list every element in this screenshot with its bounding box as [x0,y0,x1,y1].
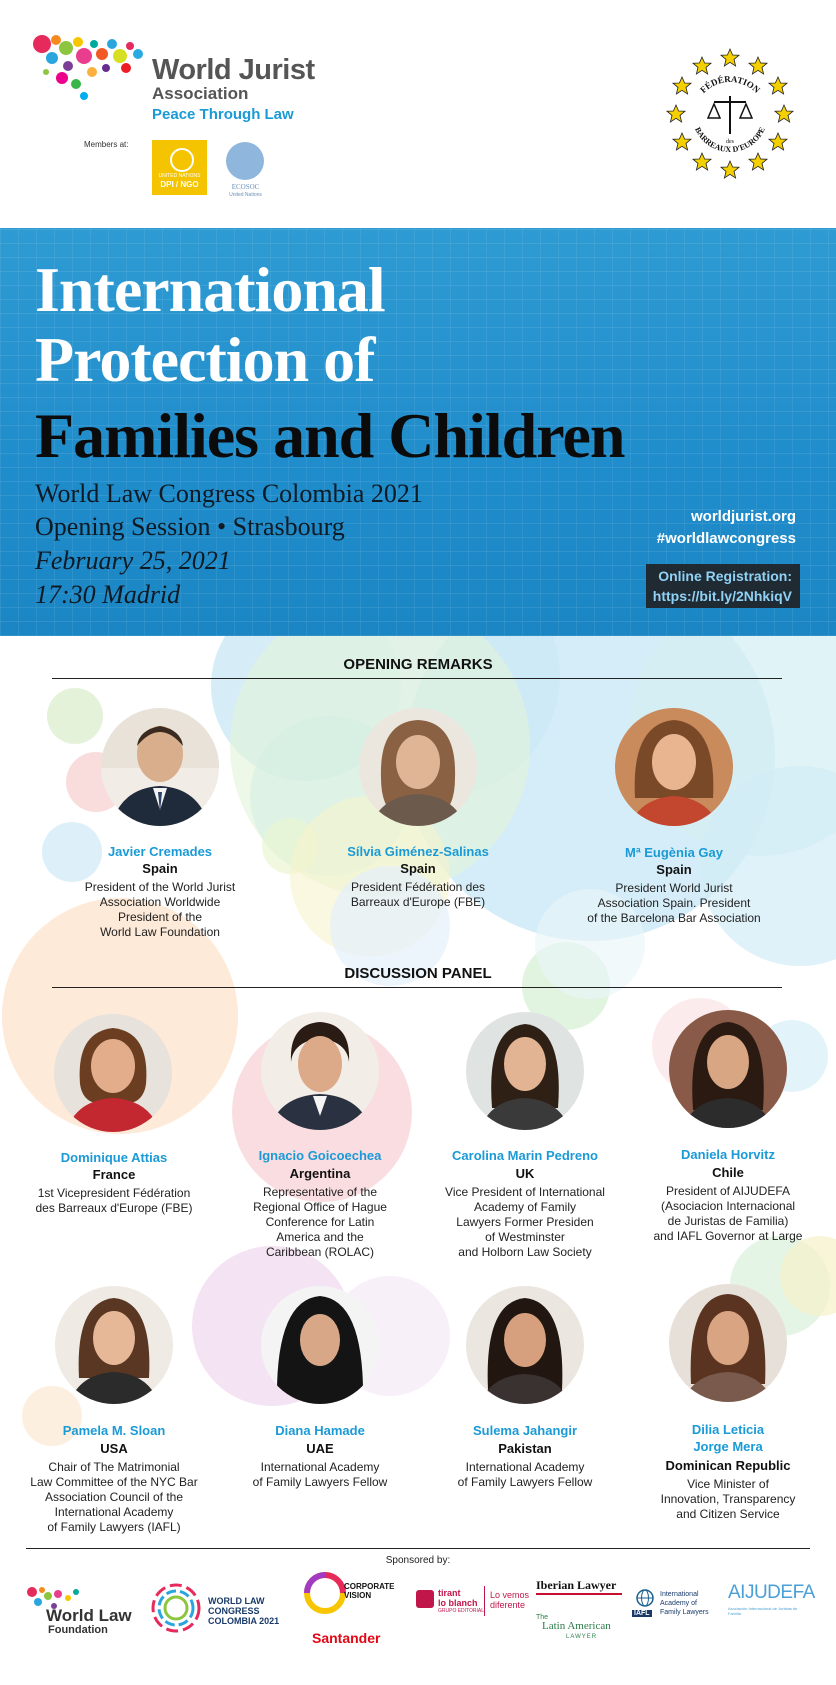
iberian-latin-american-lawyer-logos [536,1570,626,1670]
speaker-role-line: of the Barcelona Bar Association [587,911,761,925]
speaker-photo [669,1284,787,1402]
speaker-role-line: and Holborn Law Society [458,1245,592,1259]
speaker-role-line: Innovation, Transparency [660,1492,796,1506]
aijudefa-logo [728,1582,818,1632]
speaker-country: Argentina [289,1166,351,1181]
iafl-line2: Academy of [660,1600,697,1607]
wlc-line1: WORLD LAW [208,1596,265,1606]
ecosoc-label: ECOSOC [231,183,260,191]
discussion-panel-title: DISCUSSION PANEL [344,965,492,982]
speaker-photo [54,1014,172,1132]
tirant-line1: tirant [438,1588,461,1598]
tirant-slogan1: Lo vemos [490,1590,530,1600]
registration-link[interactable]: https://bit.ly/2NhkiqV [652,588,792,604]
tirant-lo-blanch-logo [416,1586,536,1636]
congress-ring-icon [150,1582,202,1634]
speaker-ignacio-goicoechea [220,1012,420,1272]
speaker-photo [669,1010,787,1128]
speaker-role-line: Law Committee of the NYC Bar [30,1475,198,1489]
speaker-role-line: Conference for Latin [265,1215,375,1229]
speaker-role-line: Chair of The Matrimonial [48,1460,180,1474]
speaker-role-line: des Barreaux d'Europe (FBE) [35,1201,193,1215]
event-date: February 25, 2021 [35,546,231,575]
speaker-country: Pakistan [498,1441,552,1456]
speaker-dilia-jorge-mera [630,1284,826,1524]
un-badge-line2: DPI / NGO [160,180,199,189]
un-emblem-icon [170,148,194,172]
speaker-role-line: (Asociacion Internacional [660,1199,796,1213]
tirant-line2: lo blanch [438,1598,478,1608]
world-law-foundation-logo [26,1586,136,1646]
santander-logo: Santander [312,1630,381,1646]
session-location: Opening Session • Strasbourg [35,512,345,541]
un-dpi-ngo-badge [152,140,207,195]
svg-text:FÉDÉRATION [698,74,762,95]
speaker-photo [261,1012,379,1130]
speaker-name-second-line: Jorge Mera [693,1439,763,1454]
speaker-photo [615,708,733,826]
fbe-text-mid: des [726,139,734,145]
fbe-text-top: FÉDÉRATION [697,73,762,95]
iafl-line3: Family Lawyers [660,1609,709,1616]
website-link[interactable]: worldjurist.org [691,508,796,525]
org-name: World Jurist [152,54,315,86]
cv-line1: CORPORATE [344,1582,395,1591]
speaker-pamela-sloan [14,1286,214,1534]
corporate-vision-icon [304,1572,346,1614]
speaker-role-line: of Family Lawyers Fellow [252,1475,388,1489]
event-time: 17:30 Madrid [35,580,181,609]
speaker-role-line: de Juristas de Familia) [667,1214,789,1228]
speaker-country: Spain [656,862,692,877]
speaker-name: Ignacio Goicoechea [258,1148,382,1163]
speaker-silvia-gimenez-salinas [298,708,538,908]
aijudefa-sub: Asociación Internacional de Juristas de Familia [728,1606,798,1616]
speaker-name: Carolina Marin Pedreno [452,1148,598,1163]
iafl-badge: IAFL [634,1610,650,1617]
speaker-diana-hamade [220,1286,420,1489]
wlc-line3: COLOMBIA 2021 [208,1616,280,1626]
speaker-country: Spain [142,861,178,876]
speaker-country: France [92,1167,136,1182]
speaker-country: USA [100,1441,128,1456]
latam-line3: LAWYER [566,1634,598,1640]
event-name: World Law Congress Colombia 2021 [35,479,423,508]
members-label: Members at: [84,140,129,149]
wlf-line1: World Law [46,1606,132,1625]
un-badge-line1: UNITED NATIONS [158,173,201,179]
speaker-role-line: Barreaux d'Europe (FBE) [350,895,486,909]
footer-divider [26,1548,810,1549]
hashtag: #worldlawcongress [656,530,796,547]
speaker-carolina-marin-pedreno [420,1012,630,1272]
tirant-line3: GRUPO EDITORIAL [438,1608,485,1614]
speaker-country: UAE [306,1441,334,1456]
globe-icon [634,1588,656,1608]
speaker-name: Diana Hamade [275,1423,365,1438]
latam-line1: The [536,1614,549,1621]
speaker-name: Dilia Leticia [691,1422,765,1437]
speaker-photo [261,1286,379,1404]
speaker-maria-eugenia-gay [554,708,794,923]
speaker-role-line: Representative of the [262,1185,378,1199]
speaker-country: Chile [712,1165,744,1180]
speaker-role-line: of Family Lawyers Fellow [457,1475,593,1489]
speaker-role-line: Association Spain. President [597,896,751,910]
speaker-role-line: International Academy [465,1460,585,1474]
speaker-name: Pamela M. Sloan [62,1423,166,1438]
speaker-role-line: International Academy [54,1505,174,1519]
speaker-role-line: President of the World Jurist [84,880,236,894]
speaker-role-line: 1st Vicepresident Fédération [37,1186,191,1200]
latam-line2: Latin American [542,1620,611,1632]
cv-line2: VISION [344,1591,372,1600]
speaker-role-line: Academy of Family [473,1200,577,1214]
speaker-photo [55,1286,173,1404]
speaker-daniela-horvitz [630,1010,826,1250]
speaker-role-line: Lawyers Former Presiden [456,1215,594,1229]
speaker-role-line: Association Council of the [44,1490,184,1504]
speaker-photo [466,1286,584,1404]
speaker-role-line: Regional Office of Hague [253,1200,387,1214]
fbe-stars-logo [664,48,796,180]
speaker-role-line: President World Jurist [615,881,733,895]
speaker-role-line: and Citizen Service [676,1507,780,1521]
section-divider [52,678,782,679]
speaker-role-line: of Family Lawyers (IAFL) [47,1520,181,1534]
registration-label: Online Registration: [658,568,792,584]
ecosoc-sub: United Nations [229,192,262,198]
org-name-second-line: Association [152,84,249,103]
tirant-slogan2: diferente [490,1600,526,1610]
aijudefa-name: AIJUDEFA [728,1582,815,1603]
iberian-lawyer-logo: Iberian Lawyer [536,1578,617,1592]
wlf-line2: Foundation [48,1624,108,1636]
header [0,0,836,228]
speaker-role-line: President of AIJUDEFA [665,1184,791,1198]
opening-remarks-title: OPENING REMARKS [343,656,493,673]
speakers-section [0,636,836,1685]
speaker-photo [359,708,477,826]
title-line2: Protection of [35,324,375,395]
speaker-role-line: Vice President of International [445,1185,605,1199]
speaker-name: Daniela Horvitz [681,1147,775,1162]
speaker-name: Javier Cremades [107,844,213,859]
ecosoc-badge [218,140,273,200]
speaker-name: Dominique Attias [60,1150,168,1165]
iberian-underline [536,1593,622,1595]
speaker-country: UK [515,1166,535,1181]
speaker-role-line: Caribbean (ROLAC) [265,1245,375,1259]
sponsors-footer [0,1548,836,1685]
title-line1: International [35,254,385,325]
sponsored-label: Sponsored by: [385,1555,451,1566]
speaker-dominique-attias [14,1014,214,1214]
speaker-sulema-jahangir [420,1286,630,1489]
speaker-role-line: Vice Minister of [687,1477,769,1491]
speaker-role-line: and IAFL Governor at Large [653,1229,803,1243]
iafl-line1: International [660,1591,699,1598]
title-line3: Families and Children [35,400,625,471]
world-law-congress-logo [150,1582,290,1642]
world-map-dots-logo [32,34,162,104]
speaker-javier-cremades [40,708,280,938]
speaker-role-line: Association Worldwide [99,895,221,909]
speaker-name: Mª Eugènia Gay [624,845,723,860]
speaker-role-line: of Westminster [485,1230,565,1244]
speaker-role-line: America and the [276,1230,364,1244]
registration-box[interactable] [646,564,800,608]
tirant-icon [416,1590,434,1608]
title-banner [0,228,836,636]
fbe-text-bottom: BARREAUX D'EUROPE [693,125,767,155]
un-emblem-icon [226,142,264,180]
speaker-role-line: President of the [117,910,203,924]
speaker-role-line: International Academy [260,1460,380,1474]
speaker-country: Spain [400,861,436,876]
speaker-country: Dominican Republic [665,1458,791,1473]
speaker-role-line: President Fédération des [350,880,486,894]
iafl-logo [632,1588,722,1628]
speaker-photo [101,708,219,826]
org-tagline: Peace Through Law [152,106,294,123]
speaker-name: Sílvia Giménez-Salinas [347,844,489,859]
speaker-photo [466,1012,584,1130]
section-divider [52,987,782,988]
speaker-name: Sulema Jahangir [472,1423,578,1438]
speaker-role-line: World Law Foundation [100,925,220,939]
tirant-divider [484,1586,485,1616]
corporate-vision-santander-logos [298,1568,408,1668]
wlc-line2: CONGRESS [208,1606,260,1616]
